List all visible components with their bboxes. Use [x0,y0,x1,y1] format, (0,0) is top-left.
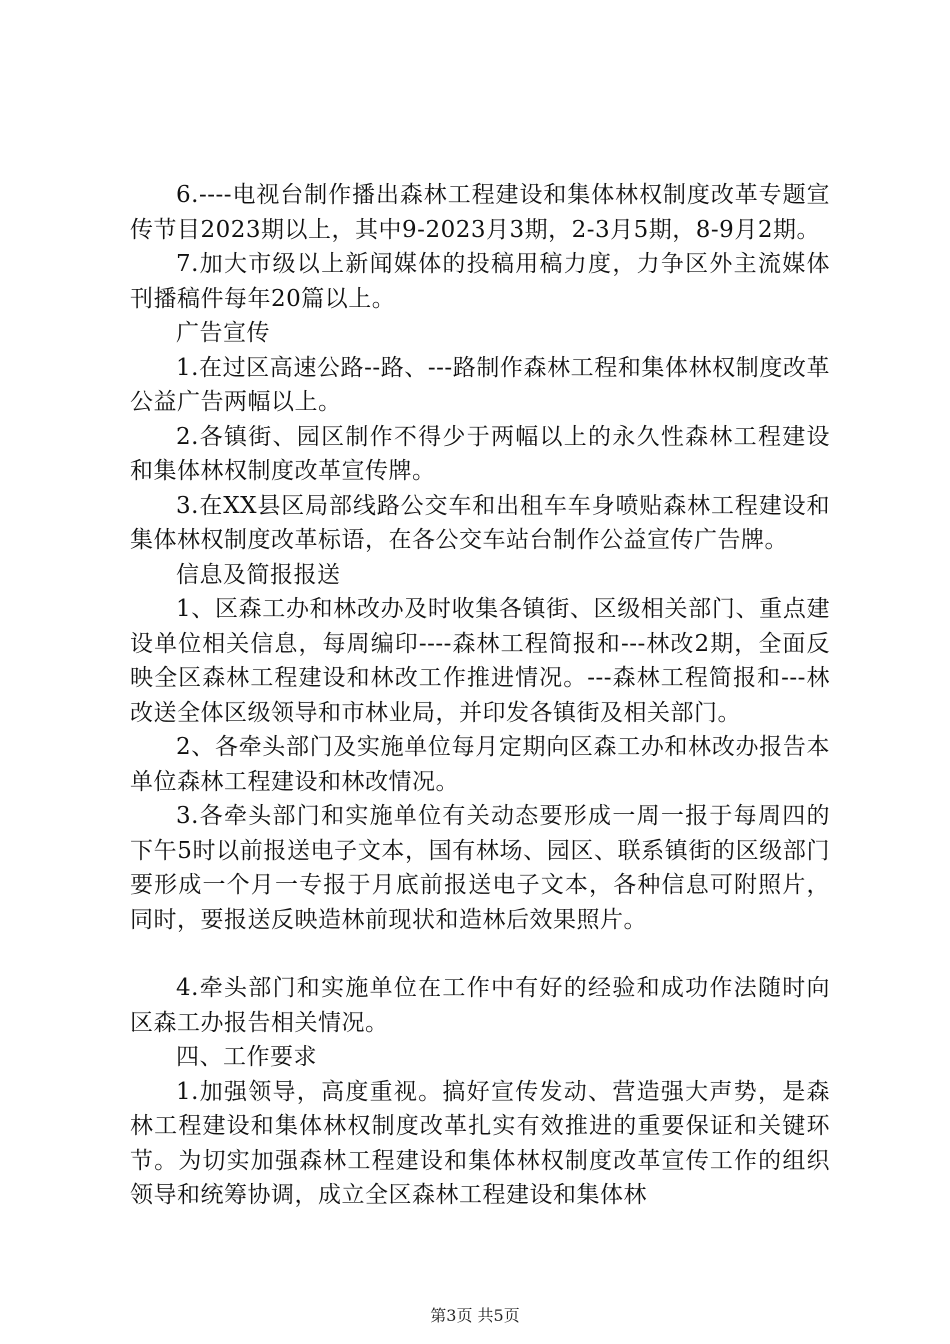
document-body [130,178,830,1213]
paragraph-signboards: 2.各镇街、园区制作不得少于两幅以上的永久性森林工程建设和集体林权制度改革宣传牌。 [130,423,830,484]
paragraph-weekly-briefing: 1、区森工办和林改办及时收集各镇街、区级相关部门、重点建设单位相关信息，每周编印----森林工程简报和---林改2期，全面反映全区森林工程建设和林改工作推进情况。---森林工程简报和---林改送全体区级领导和市林业局，并印发各镇街及相关部门。 [130,596,830,726]
section-heading-briefings: 信息及简报报送 [176,561,341,588]
page-footer: 第3页 共5页 [430,1306,520,1325]
paragraph-experience-report: 4.牵头部门和实施单位在工作中有好的经验和成功作法随时向区森工办报告相关情况。 [130,975,830,1036]
section-heading-advertising: 广告宣传 [176,320,270,346]
paragraph-leadership: 1.加强领导，高度重视。搞好宣传发动、营造强大声势，是森林工程建设和集体林权制度改革扎实有效推进的重要保证和关键环节。为切实加强森林工程建设和集体林权制度改革宣传工作的组织领导和统筹协调，成立全区森林工程建设和集体林 [130,1078,830,1208]
paragraph-highway-ads: 1.在过区高速公路--路、---路制作森林工程和集体林权制度改革公益广告两幅以上。 [130,354,830,415]
paragraph-weekly-dynamics: 3.各牵头部门和实施单位有关动态要形成一周一报于每周四的下午5时以前报送电子文本，国有林场、园区、联系镇街的区级部门要形成一个月一专报于月底前报送电子文本，各种信息可附照片，同时，要报送反映造林前现状和造林后效果照片。 [130,803,830,933]
paragraph-tv-program: 6.----电视台制作播出森林工程建设和集体林权制度改革专题宣传节目2023期以上，其中9-2023月3期，2-3月5期，8-9月2期。 [130,182,830,243]
section-heading-requirements: 四、工作要求 [176,1044,317,1070]
paragraph-bus-slogans: 3.在XX县区局部线路公交车和出租车车身喷贴森林工程建设和集体林权制度改革标语，在各公交车站台制作公益宣传广告牌。 [130,492,830,553]
paragraph-media-submissions: 7.加大市级以上新闻媒体的投稿用稿力度，力争区外主流媒体刊播稿件每年20篇以上。 [130,251,830,312]
paragraph-monthly-report: 2、各牵头部门及实施单位每月定期向区森工办和林改办报告本单位森林工程建设和林改情况。 [130,734,830,795]
